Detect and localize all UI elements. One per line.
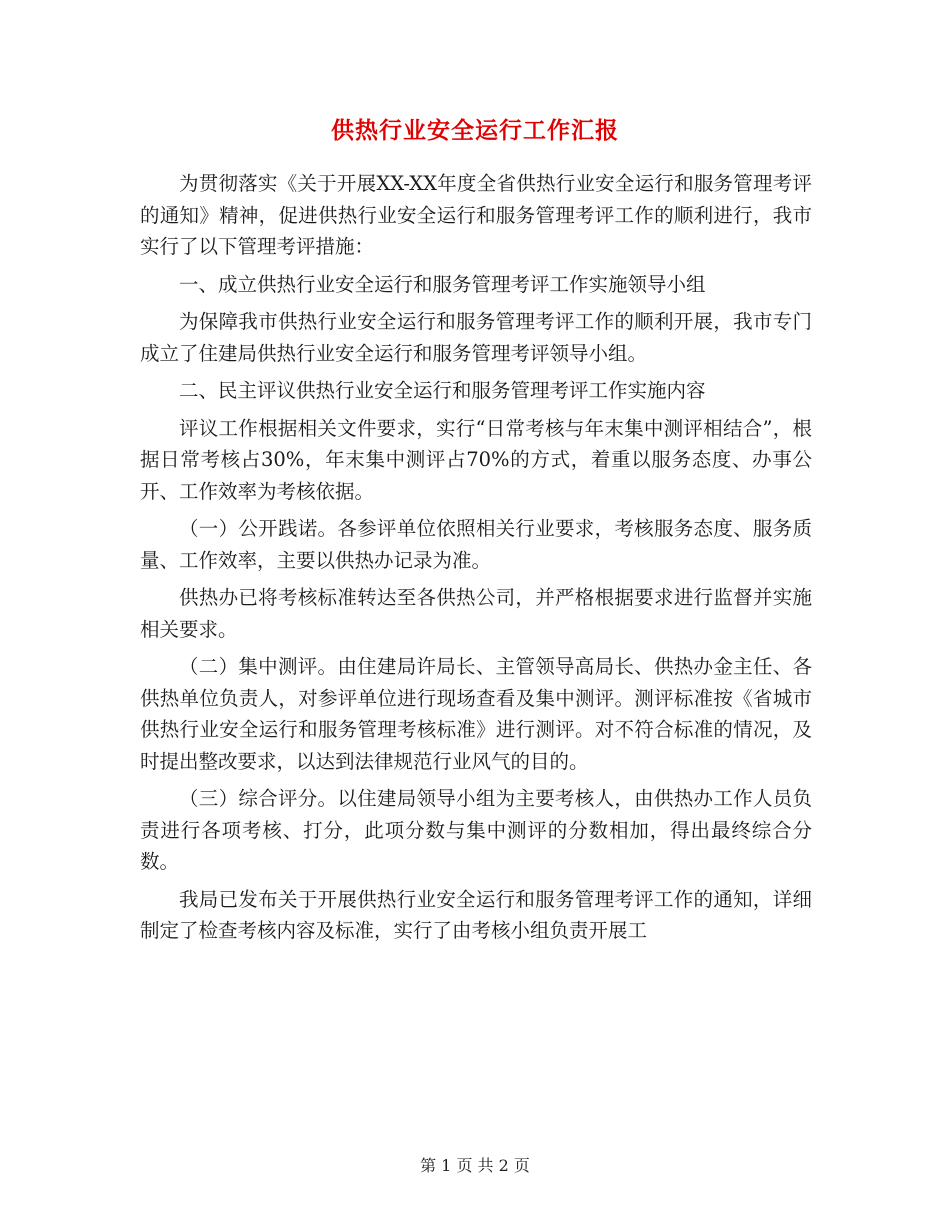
paragraph-intro: 为贯彻落实《关于开展XX-XX年度全省供热行业安全运行和服务管理考评的通知》精神，促进供热行业安全运行和服务管理考评工作的顺利进行，我市实行了以下管理考评措施： — [140, 172, 812, 258]
paragraph-public-commitment: （一）公开践诺。各参评单位依照相关行业要求，考核服务态度、服务质量、工作效率，主要以供热办记录为准。 — [140, 517, 812, 572]
section-heading-1: 一、成立供热行业安全运行和服务管理考评工作实施领导小组 — [179, 272, 706, 296]
paragraph-comprehensive-score: （三）综合评分。以住建局领导小组为主要考核人，由供热办工作人员负责进行各项考核、打分，此项分数与集中测评的分数相加，得出最终综合分数。 — [140, 787, 812, 873]
paragraph-notice: 我局已发布关于开展供热行业安全运行和服务管理考评工作的通知，详细制定了检查考核内容及标准，实行了由考核小组负责开展工 — [140, 887, 812, 942]
paragraph-centralized-evaluation: （二）集中测评。由住建局许局长、主管领导高局长、供热办金主任、各供热单位负责人，对参评单位进行现场查看及集中测评。测评标准按《省城市供热行业安全运行和服务管理考核标准》进行测评。对不符合标准的情况，及时提出整改要求，以达到法律规范行业风气的目的。 — [140, 655, 812, 773]
paragraph-leading-group: 为保障我市供热行业安全运行和服务管理考评工作的顺利开展，我市专门成立了住建局供热行业安全运行和服务管理考评领导小组。 — [140, 310, 812, 365]
section-heading-2: 二、民主评议供热行业安全运行和服务管理考评工作实施内容 — [179, 379, 706, 402]
paragraph-heating-office: 供热办已将考核标准转达至各供热公司，并严格根据要求进行监督并实施相关要求。 — [140, 586, 812, 641]
paragraph-evaluation-method: 评议工作根据相关文件要求，实行“日常考核与年末集中测评相结合”，根据日常考核占30%，年末集中测评占70%的方式，着重以服务态度、办事公开、工作效率为考核依据。 — [140, 416, 812, 503]
document-title: 供热行业安全运行工作汇报 — [331, 117, 619, 144]
page-number-footer: 第 1 页 共 2 页 — [420, 1156, 530, 1175]
document-body — [140, 168, 812, 953]
